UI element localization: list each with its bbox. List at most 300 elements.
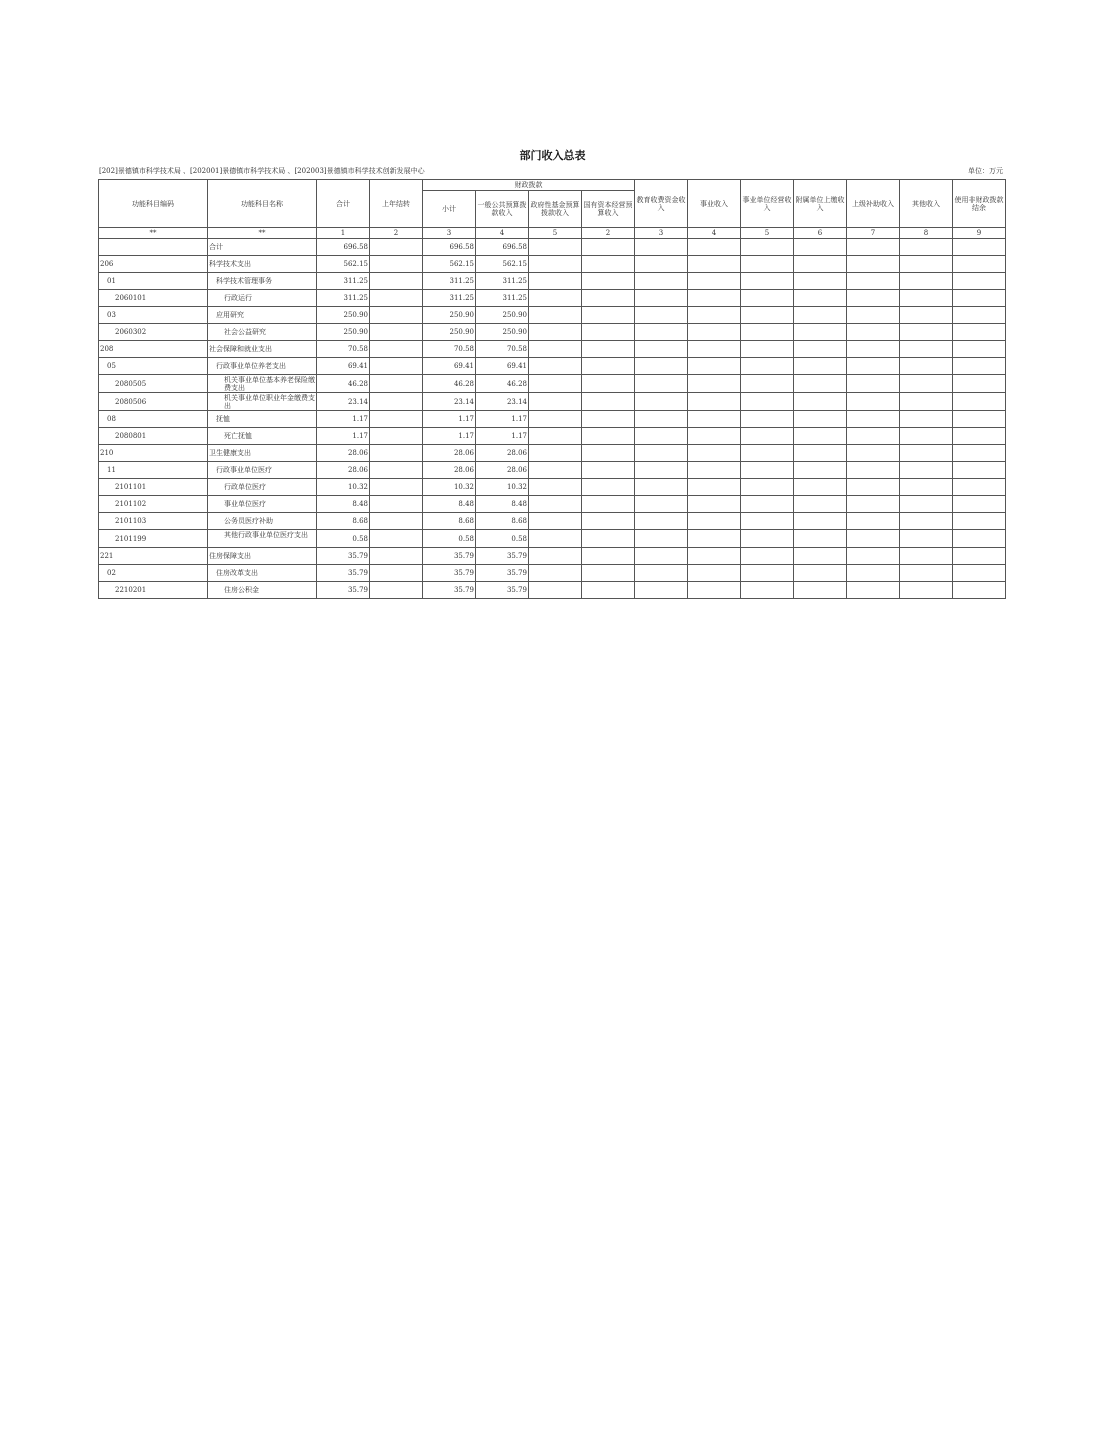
cell-code: 08	[99, 411, 208, 428]
cell-empty	[794, 479, 847, 496]
cell-empty	[635, 582, 688, 599]
cell-carryover	[370, 428, 423, 445]
cell-empty	[635, 341, 688, 358]
column-index-row	[99, 228, 1006, 239]
cell-empty	[635, 307, 688, 324]
cell-total: 35.79	[317, 548, 370, 565]
cell-general-budget: 250.90	[476, 307, 529, 324]
cell-empty	[635, 530, 688, 548]
cell-empty	[688, 273, 741, 290]
cell-empty	[582, 411, 635, 428]
table-row	[99, 548, 1006, 565]
cell-empty	[847, 513, 900, 530]
cell-empty	[635, 548, 688, 565]
cell-empty	[847, 393, 900, 411]
cell-general-budget: 1.17	[476, 428, 529, 445]
cell-empty	[741, 496, 794, 513]
header-fiscal-group: 财政拨款	[423, 180, 635, 191]
cell-empty	[688, 375, 741, 393]
cell-carryover	[370, 582, 423, 599]
cell-empty	[688, 513, 741, 530]
cell-empty	[529, 530, 582, 548]
cell-empty	[953, 462, 1006, 479]
cell-empty	[953, 341, 1006, 358]
cell-name: 社会公益研究	[208, 324, 317, 341]
table-row	[99, 513, 1006, 530]
cell-carryover	[370, 358, 423, 375]
cell-general-budget: 250.90	[476, 324, 529, 341]
cell-empty	[582, 565, 635, 582]
cell-empty	[582, 479, 635, 496]
column-index-cell: 2	[370, 228, 423, 239]
cell-name: 死亡抚恤	[208, 428, 317, 445]
cell-empty	[900, 375, 953, 393]
cell-empty	[900, 307, 953, 324]
cell-total: 10.32	[317, 479, 370, 496]
cell-empty	[900, 513, 953, 530]
cell-subtotal: 10.32	[423, 479, 476, 496]
cell-empty	[794, 428, 847, 445]
cell-empty	[794, 307, 847, 324]
table-row	[99, 358, 1006, 375]
header-gov-fund: 政府性基金预算拨款收入	[529, 191, 582, 228]
cell-empty	[847, 341, 900, 358]
cell-subtotal: 28.06	[423, 462, 476, 479]
cell-empty	[741, 479, 794, 496]
cell-total: 311.25	[317, 290, 370, 307]
cell-general-budget: 35.79	[476, 582, 529, 599]
cell-empty	[529, 290, 582, 307]
cell-empty	[847, 324, 900, 341]
cell-carryover	[370, 324, 423, 341]
header-non-fiscal: 使用非财政拨款结余	[953, 180, 1006, 228]
cell-empty	[794, 341, 847, 358]
cell-name: 抚恤	[208, 411, 317, 428]
header-carryover: 上年结转	[370, 180, 423, 228]
cell-empty	[582, 462, 635, 479]
cell-total: 28.06	[317, 445, 370, 462]
cell-empty	[582, 445, 635, 462]
cell-subtotal: 562.15	[423, 256, 476, 273]
cell-empty	[847, 307, 900, 324]
table-row	[99, 565, 1006, 582]
cell-empty	[582, 358, 635, 375]
cell-empty	[582, 256, 635, 273]
cell-empty	[741, 513, 794, 530]
table-row	[99, 582, 1006, 599]
cell-empty	[635, 273, 688, 290]
cell-empty	[741, 530, 794, 548]
table-body	[99, 239, 1006, 599]
cell-empty	[688, 445, 741, 462]
cell-empty	[582, 582, 635, 599]
header-state-capital: 国有资本经营预算收入	[582, 191, 635, 228]
cell-empty	[582, 393, 635, 411]
cell-total: 311.25	[317, 273, 370, 290]
cell-empty	[529, 582, 582, 599]
cell-empty	[953, 324, 1006, 341]
cell-empty	[847, 358, 900, 375]
cell-subtotal: 35.79	[423, 565, 476, 582]
cell-subtotal: 311.25	[423, 290, 476, 307]
cell-empty	[900, 582, 953, 599]
header-business: 事业收入	[688, 180, 741, 228]
cell-empty	[794, 411, 847, 428]
cell-general-budget: 28.06	[476, 445, 529, 462]
cell-code: 2101101	[99, 479, 208, 496]
cell-empty	[529, 462, 582, 479]
cell-subtotal: 35.79	[423, 548, 476, 565]
cell-code	[99, 239, 208, 256]
cell-name: 合计	[208, 239, 317, 256]
cell-name: 科学技术管理事务	[208, 273, 317, 290]
cell-general-budget: 8.68	[476, 513, 529, 530]
cell-empty	[635, 358, 688, 375]
cell-empty	[794, 393, 847, 411]
cell-empty	[529, 375, 582, 393]
cell-carryover	[370, 290, 423, 307]
cell-total: 696.58	[317, 239, 370, 256]
cell-empty	[688, 530, 741, 548]
cell-empty	[741, 393, 794, 411]
cell-empty	[529, 256, 582, 273]
header-affiliate: 附属单位上缴收入	[794, 180, 847, 228]
cell-empty	[688, 428, 741, 445]
cell-empty	[582, 307, 635, 324]
table-row	[99, 256, 1006, 273]
cell-empty	[741, 256, 794, 273]
cell-empty	[900, 358, 953, 375]
cell-subtotal: 696.58	[423, 239, 476, 256]
cell-empty	[794, 273, 847, 290]
cell-empty	[794, 239, 847, 256]
cell-empty	[953, 582, 1006, 599]
header-name: 功能科目名称	[208, 180, 317, 228]
cell-carryover	[370, 239, 423, 256]
cell-name: 行政运行	[208, 290, 317, 307]
cell-empty	[529, 273, 582, 290]
cell-empty	[847, 496, 900, 513]
cell-code: 2101103	[99, 513, 208, 530]
cell-code: 02	[99, 565, 208, 582]
cell-empty	[529, 428, 582, 445]
cell-empty	[529, 548, 582, 565]
cell-name: 行政单位医疗	[208, 479, 317, 496]
cell-general-budget: 696.58	[476, 239, 529, 256]
cell-total: 69.41	[317, 358, 370, 375]
cell-total: 250.90	[317, 324, 370, 341]
cell-code: 206	[99, 256, 208, 273]
cell-name: 其他行政事业单位医疗支出	[208, 530, 317, 548]
cell-general-budget: 23.14	[476, 393, 529, 411]
cell-empty	[688, 565, 741, 582]
cell-empty	[635, 411, 688, 428]
column-index-cell: 6	[794, 228, 847, 239]
table-row	[99, 273, 1006, 290]
cell-code: 2080506	[99, 393, 208, 411]
cell-code: 2101102	[99, 496, 208, 513]
cell-empty	[688, 341, 741, 358]
cell-empty	[953, 411, 1006, 428]
column-index-cell: 4	[476, 228, 529, 239]
cell-carryover	[370, 565, 423, 582]
department-subtitle: [202]景德镇市科学技术局 、[202001]景德镇市科学技术局 、[202003]景德镇市科学技术创新发展中心	[99, 167, 425, 175]
cell-empty	[741, 341, 794, 358]
cell-carryover	[370, 341, 423, 358]
cell-empty	[741, 273, 794, 290]
cell-empty	[847, 565, 900, 582]
cell-empty	[741, 565, 794, 582]
cell-empty	[635, 290, 688, 307]
cell-empty	[847, 273, 900, 290]
cell-empty	[635, 445, 688, 462]
cell-total: 8.68	[317, 513, 370, 530]
header-operating: 事业单位经营收入	[741, 180, 794, 228]
cell-empty	[794, 290, 847, 307]
cell-empty	[900, 393, 953, 411]
column-index-cell: 4	[688, 228, 741, 239]
cell-empty	[529, 411, 582, 428]
cell-name: 行政事业单位养老支出	[208, 358, 317, 375]
cell-carryover	[370, 530, 423, 548]
cell-code: 01	[99, 273, 208, 290]
cell-empty	[688, 393, 741, 411]
cell-name: 住房公积金	[208, 582, 317, 599]
cell-total: 1.17	[317, 428, 370, 445]
cell-name: 卫生健康支出	[208, 445, 317, 462]
cell-general-budget: 28.06	[476, 462, 529, 479]
cell-empty	[741, 445, 794, 462]
cell-total: 250.90	[317, 307, 370, 324]
cell-empty	[794, 256, 847, 273]
cell-empty	[688, 479, 741, 496]
table-row	[99, 324, 1006, 341]
cell-carryover	[370, 256, 423, 273]
cell-empty	[794, 548, 847, 565]
cell-empty	[847, 290, 900, 307]
cell-general-budget: 0.58	[476, 530, 529, 548]
cell-empty	[741, 375, 794, 393]
unit-label: 单位：万元	[968, 167, 1003, 175]
cell-code: 03	[99, 307, 208, 324]
cell-empty	[529, 479, 582, 496]
cell-carryover	[370, 375, 423, 393]
cell-empty	[953, 256, 1006, 273]
cell-code: 210	[99, 445, 208, 462]
cell-carryover	[370, 445, 423, 462]
cell-empty	[582, 341, 635, 358]
cell-subtotal: 250.90	[423, 324, 476, 341]
cell-empty	[741, 239, 794, 256]
column-index-cell: **	[99, 228, 208, 239]
column-index-cell: 5	[529, 228, 582, 239]
cell-empty	[794, 375, 847, 393]
cell-subtotal: 1.17	[423, 428, 476, 445]
cell-empty	[741, 582, 794, 599]
cell-subtotal: 46.28	[423, 375, 476, 393]
cell-name: 机关事业单位基本养老保险缴费支出	[208, 375, 317, 393]
cell-subtotal: 0.58	[423, 530, 476, 548]
cell-total: 1.17	[317, 411, 370, 428]
cell-empty	[900, 290, 953, 307]
cell-empty	[900, 530, 953, 548]
cell-total: 28.06	[317, 462, 370, 479]
cell-total: 35.79	[317, 565, 370, 582]
cell-general-budget: 311.25	[476, 273, 529, 290]
cell-empty	[953, 358, 1006, 375]
table-row	[99, 341, 1006, 358]
table-row	[99, 411, 1006, 428]
cell-empty	[794, 324, 847, 341]
cell-empty	[529, 341, 582, 358]
cell-general-budget: 46.28	[476, 375, 529, 393]
cell-empty	[582, 428, 635, 445]
cell-empty	[847, 256, 900, 273]
cell-empty	[847, 479, 900, 496]
cell-name: 社会保障和就业支出	[208, 341, 317, 358]
cell-total: 70.58	[317, 341, 370, 358]
cell-empty	[635, 239, 688, 256]
cell-empty	[794, 462, 847, 479]
cell-general-budget: 1.17	[476, 411, 529, 428]
cell-code: 2060302	[99, 324, 208, 341]
cell-empty	[847, 582, 900, 599]
cell-empty	[900, 256, 953, 273]
cell-empty	[953, 513, 1006, 530]
cell-general-budget: 562.15	[476, 256, 529, 273]
cell-empty	[794, 565, 847, 582]
cell-empty	[953, 479, 1006, 496]
cell-empty	[953, 530, 1006, 548]
column-index-cell: 9	[953, 228, 1006, 239]
cell-code: 2060101	[99, 290, 208, 307]
cell-empty	[582, 496, 635, 513]
cell-empty	[635, 324, 688, 341]
cell-empty	[953, 393, 1006, 411]
cell-empty	[741, 307, 794, 324]
column-index-cell: 3	[635, 228, 688, 239]
table-row	[99, 290, 1006, 307]
cell-empty	[847, 239, 900, 256]
column-index-cell: 5	[741, 228, 794, 239]
column-index-cell: 1	[317, 228, 370, 239]
table-row	[99, 393, 1006, 411]
cell-general-budget: 35.79	[476, 548, 529, 565]
cell-empty	[741, 324, 794, 341]
header-code: 功能科目编码	[99, 180, 208, 228]
cell-empty	[688, 358, 741, 375]
cell-empty	[953, 239, 1006, 256]
cell-name: 公务员医疗补助	[208, 513, 317, 530]
cell-code: 05	[99, 358, 208, 375]
cell-empty	[741, 358, 794, 375]
table-row	[99, 375, 1006, 393]
cell-empty	[847, 462, 900, 479]
cell-empty	[635, 462, 688, 479]
cell-empty	[953, 565, 1006, 582]
table-row	[99, 307, 1006, 324]
cell-carryover	[370, 307, 423, 324]
cell-empty	[900, 496, 953, 513]
cell-total: 0.58	[317, 530, 370, 548]
header-superior: 上级补助收入	[847, 180, 900, 228]
cell-empty	[900, 324, 953, 341]
cell-empty	[953, 548, 1006, 565]
cell-subtotal: 8.48	[423, 496, 476, 513]
header-general-budget: 一般公共预算拨款收入	[476, 191, 529, 228]
cell-empty	[529, 565, 582, 582]
cell-empty	[635, 428, 688, 445]
cell-empty	[635, 256, 688, 273]
cell-empty	[741, 428, 794, 445]
cell-subtotal: 1.17	[423, 411, 476, 428]
cell-carryover	[370, 496, 423, 513]
cell-empty	[582, 290, 635, 307]
cell-subtotal: 69.41	[423, 358, 476, 375]
cell-empty	[847, 445, 900, 462]
cell-empty	[900, 273, 953, 290]
header-subtotal: 小计	[423, 191, 476, 228]
cell-empty	[794, 582, 847, 599]
cell-empty	[529, 513, 582, 530]
cell-empty	[688, 411, 741, 428]
cell-empty	[741, 290, 794, 307]
cell-empty	[741, 462, 794, 479]
cell-empty	[635, 565, 688, 582]
cell-subtotal: 28.06	[423, 445, 476, 462]
cell-subtotal: 250.90	[423, 307, 476, 324]
cell-empty	[582, 375, 635, 393]
column-index-cell: **	[208, 228, 317, 239]
cell-empty	[688, 582, 741, 599]
cell-code: 208	[99, 341, 208, 358]
cell-empty	[953, 273, 1006, 290]
cell-empty	[582, 239, 635, 256]
cell-empty	[688, 496, 741, 513]
cell-total: 46.28	[317, 375, 370, 393]
cell-carryover	[370, 393, 423, 411]
cell-empty	[688, 548, 741, 565]
cell-empty	[582, 324, 635, 341]
cell-name: 住房改革支出	[208, 565, 317, 582]
cell-empty	[794, 530, 847, 548]
cell-empty	[582, 513, 635, 530]
cell-empty	[688, 290, 741, 307]
cell-code: 2210201	[99, 582, 208, 599]
cell-empty	[635, 375, 688, 393]
column-index-cell: 2	[582, 228, 635, 239]
cell-empty	[900, 239, 953, 256]
cell-general-budget: 70.58	[476, 341, 529, 358]
cell-empty	[847, 411, 900, 428]
cell-carryover	[370, 273, 423, 290]
cell-empty	[900, 411, 953, 428]
cell-empty	[688, 307, 741, 324]
cell-empty	[582, 273, 635, 290]
cell-carryover	[370, 548, 423, 565]
cell-empty	[635, 393, 688, 411]
cell-empty	[794, 358, 847, 375]
cell-subtotal: 35.79	[423, 582, 476, 599]
cell-total: 23.14	[317, 393, 370, 411]
cell-empty	[794, 513, 847, 530]
cell-name: 住房保障支出	[208, 548, 317, 565]
cell-general-budget: 8.48	[476, 496, 529, 513]
cell-general-budget: 35.79	[476, 565, 529, 582]
header-other: 其他收入	[900, 180, 953, 228]
table-row	[99, 530, 1006, 548]
cell-code: 2080505	[99, 375, 208, 393]
